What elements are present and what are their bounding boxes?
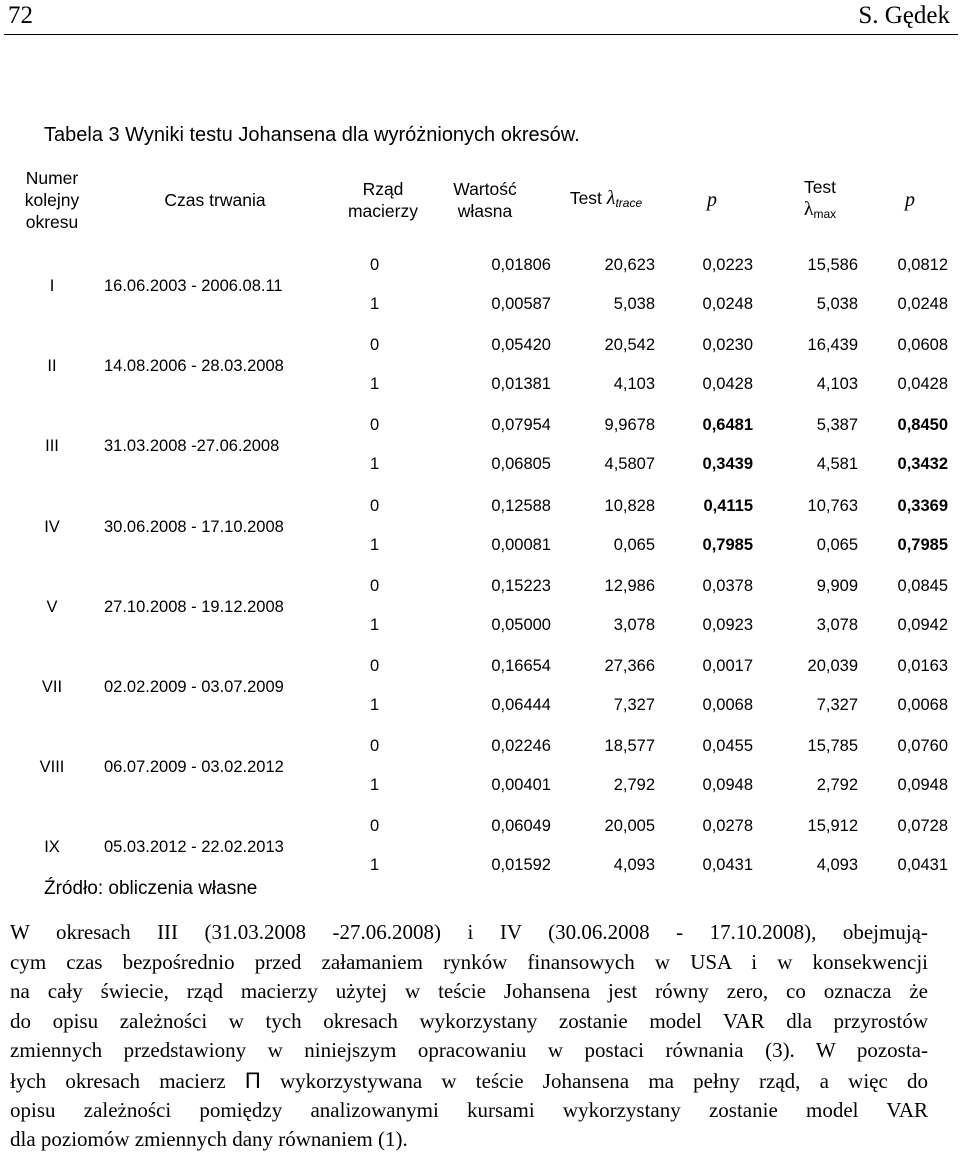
table-cell-p2: 0,0248 bbox=[897, 295, 948, 313]
table-cell-trace: 5,038 bbox=[613, 295, 655, 313]
period-number: VIII bbox=[39, 758, 65, 776]
table-cell-trace: 12,986 bbox=[604, 577, 655, 595]
table-cell-eig: 0,06805 bbox=[491, 455, 551, 473]
table-cell-rank: 0 bbox=[370, 817, 380, 835]
table-cell-eig: 0,15223 bbox=[491, 577, 551, 595]
table-cell-max: 2,792 bbox=[816, 776, 858, 794]
header-wartosc-line1: Wartość bbox=[453, 179, 517, 199]
table-row-group bbox=[10, 408, 960, 488]
table-cell-eig: 0,00587 bbox=[491, 295, 551, 313]
period-duration: 05.03.2012 - 22.02.2013 bbox=[104, 838, 284, 856]
header-numer bbox=[10, 158, 94, 242]
header-numer-line1: Numer bbox=[25, 168, 79, 188]
paragraph-text: łych okresach macierz bbox=[10, 1068, 245, 1093]
paragraph-line: dla poziomów zmiennych dany równaniem (1). bbox=[10, 1127, 408, 1152]
period-number: V bbox=[46, 598, 58, 616]
table-cell-p2: 0,0163 bbox=[897, 657, 948, 675]
table-cell-rank: 0 bbox=[370, 577, 380, 595]
table-cell-p2: 0,0760 bbox=[897, 737, 948, 755]
running-head bbox=[0, 0, 960, 38]
table-cell-rank: 0 bbox=[370, 497, 380, 515]
table-cell-max: 9,909 bbox=[816, 577, 858, 595]
table-cell-p1: 0,0431 bbox=[702, 856, 753, 874]
table-cell-max: 5,387 bbox=[816, 416, 858, 434]
table-row-group bbox=[10, 328, 960, 408]
period-duration: 06.07.2009 - 03.02.2012 bbox=[104, 758, 284, 776]
table-cell-trace: 27,366 bbox=[604, 657, 655, 675]
table-row-group bbox=[10, 489, 960, 569]
table-cell-max: 10,763 bbox=[807, 497, 858, 515]
table-cell-trace: 20,005 bbox=[604, 817, 655, 835]
table-cell-eig: 0,06444 bbox=[491, 696, 551, 714]
table-cell-eig: 0,02246 bbox=[491, 737, 551, 755]
body-paragraph bbox=[10, 918, 928, 1155]
header-max-line1: Test bbox=[803, 176, 837, 197]
paragraph-line: zmiennych przedstawiony w niniejszym opracowaniu w postaci równania (3). W pozosta- bbox=[10, 1038, 928, 1063]
header-max-sub: max bbox=[813, 206, 837, 221]
table-cell-p2: 0,0942 bbox=[897, 616, 948, 634]
table-cell-rank: 1 bbox=[370, 776, 380, 794]
table-cell-p1: 0,7985 bbox=[702, 536, 753, 554]
table-cell-p2: 0,8450 bbox=[897, 416, 948, 434]
table-cell-trace: 2,792 bbox=[613, 776, 655, 794]
table-cell-p1: 0,0948 bbox=[702, 776, 753, 794]
table-cell-p2: 0,0431 bbox=[897, 856, 948, 874]
table-cell-max: 20,039 bbox=[807, 657, 858, 675]
table-cell-rank: 0 bbox=[370, 416, 380, 434]
paragraph-line: na cały świecie, rząd macierzy użytej w teście Johansena jest równy zero, co oznacza że bbox=[10, 979, 928, 1004]
period-number: II bbox=[47, 357, 57, 375]
table-cell-eig: 0,00401 bbox=[491, 776, 551, 794]
period-duration: 16.06.2003 - 2006.08.11 bbox=[104, 277, 283, 295]
table-cell-rank: 1 bbox=[370, 856, 380, 874]
table-cell-trace: 9,9678 bbox=[604, 416, 655, 434]
period-duration: 02.02.2009 - 03.07.2009 bbox=[104, 678, 284, 696]
table-cell-p2: 0,0728 bbox=[897, 817, 948, 835]
table-cell-max: 4,093 bbox=[816, 856, 858, 874]
header-rule bbox=[4, 34, 958, 35]
table-cell-eig: 0,06049 bbox=[491, 817, 551, 835]
period-number: I bbox=[49, 277, 55, 295]
table-cell-p1: 0,4115 bbox=[703, 497, 753, 515]
table-cell-rank: 1 bbox=[370, 295, 380, 313]
table-cell-trace: 20,623 bbox=[604, 256, 655, 274]
table-cell-p1: 0,0017 bbox=[702, 657, 753, 675]
table-cell-eig: 0,01381 bbox=[491, 375, 551, 393]
table-cell-max: 5,038 bbox=[816, 295, 858, 313]
table-row-group bbox=[10, 569, 960, 649]
header-numer-line2: kolejny bbox=[24, 190, 80, 210]
table-cell-trace: 18,577 bbox=[604, 737, 655, 755]
period-duration: 30.06.2008 - 17.10.2008 bbox=[104, 518, 284, 536]
table-cell-p1: 0,6481 bbox=[702, 416, 753, 434]
table-cell-p1: 0,0068 bbox=[702, 696, 753, 714]
header-wartosc-line2: własna bbox=[457, 201, 513, 221]
table-cell-p2: 0,7985 bbox=[897, 536, 948, 554]
lambda-symbol: λ bbox=[803, 197, 814, 220]
period-number: IX bbox=[44, 838, 60, 856]
table-source: Źródło: obliczenia własne bbox=[44, 878, 258, 899]
table-cell-eig: 0,01592 bbox=[491, 856, 551, 874]
table-cell-max: 15,586 bbox=[807, 256, 858, 274]
table-cell-rank: 0 bbox=[370, 256, 380, 274]
table-row-group bbox=[10, 649, 960, 729]
table-cell-max: 0,065 bbox=[816, 536, 858, 554]
table-cell-p1: 0,0278 bbox=[702, 817, 753, 835]
paragraph-line: do opisu zależności w tych okresach wykorzystany zostanie model VAR dla przyrostów bbox=[10, 1008, 928, 1033]
period-duration: 31.03.2008 -27.06.2008 bbox=[104, 437, 280, 455]
table-cell-p2: 0,0608 bbox=[897, 336, 948, 354]
table-cell-rank: 1 bbox=[370, 455, 380, 473]
pi-symbol: Π bbox=[244, 1067, 261, 1093]
table-cell-p2: 0,0948 bbox=[897, 776, 948, 794]
table-cell-p1: 0,0230 bbox=[702, 336, 753, 354]
period-number: IV bbox=[44, 518, 60, 536]
table-cell-p2: 0,0428 bbox=[897, 375, 948, 393]
period-duration: 27.10.2008 - 19.12.2008 bbox=[104, 598, 284, 616]
table-cell-rank: 1 bbox=[370, 536, 380, 554]
table-cell-trace: 7,327 bbox=[613, 696, 655, 714]
table-cell-max: 3,078 bbox=[816, 616, 858, 634]
paragraph-line bbox=[10, 1066, 928, 1096]
table-cell-rank: 0 bbox=[370, 737, 380, 755]
header-p1: p bbox=[707, 189, 717, 211]
table-cell-trace: 3,078 bbox=[613, 616, 655, 634]
table-cell-p2: 0,0068 bbox=[897, 696, 948, 714]
table-cell-p1: 0,0378 bbox=[702, 577, 753, 595]
table-cell-eig: 0,01806 bbox=[491, 256, 551, 274]
period-duration: 14.08.2006 - 28.03.2008 bbox=[104, 357, 284, 375]
header-rzad-line2: macierzy bbox=[347, 201, 418, 221]
table-cell-trace: 0,065 bbox=[613, 536, 655, 554]
table-cell-trace: 10,828 bbox=[604, 497, 655, 515]
table-caption: Tabela 3 Wyniki testu Johansena dla wyróżnionych okresów. bbox=[44, 124, 580, 146]
table-cell-rank: 0 bbox=[370, 336, 380, 354]
table-cell-eig: 0,07954 bbox=[491, 416, 551, 434]
table-cell-trace: 4,093 bbox=[613, 856, 655, 874]
header-trace bbox=[550, 158, 662, 242]
table-cell-max: 4,103 bbox=[816, 375, 858, 393]
paragraph-line: cym czas bezpośrednio przed załamaniem rynków finansowych w USA i w konsekwencji bbox=[10, 949, 928, 974]
table-cell-rank: 1 bbox=[370, 616, 380, 634]
table-row-group bbox=[10, 809, 960, 889]
table-cell-p1: 0,0428 bbox=[702, 375, 753, 393]
header-czas: Czas trwania bbox=[164, 190, 266, 210]
running-head-author: S. Gędek bbox=[858, 2, 950, 29]
header-trace-prefix: Test bbox=[569, 187, 607, 208]
paragraph-line: opisu zależności pomiędzy analizowanymi kursami wykorzystany zostanie model VAR bbox=[10, 1097, 928, 1122]
johansen-results-table bbox=[10, 158, 960, 874]
table-cell-p1: 0,0248 bbox=[702, 295, 753, 313]
header-wartosc bbox=[430, 158, 540, 242]
table-cell-max: 16,439 bbox=[807, 336, 858, 354]
paragraph-text: wykorzystywana w teście Johansena ma pełny rząd, a więc do bbox=[260, 1068, 928, 1093]
table-row-group bbox=[10, 248, 960, 328]
page-number: 72 bbox=[8, 2, 33, 29]
table-cell-p2: 0,3369 bbox=[897, 497, 948, 515]
table-cell-eig: 0,05420 bbox=[491, 336, 551, 354]
table-cell-p1: 0,0223 bbox=[702, 256, 753, 274]
table-cell-max: 4,581 bbox=[816, 455, 858, 473]
table-cell-rank: 0 bbox=[370, 657, 380, 675]
header-rzad-line1: Rząd bbox=[362, 179, 404, 199]
table-cell-max: 15,785 bbox=[807, 737, 858, 755]
table-cell-max: 15,912 bbox=[807, 817, 858, 835]
table-cell-rank: 1 bbox=[370, 375, 380, 393]
table-cell-trace: 4,5807 bbox=[604, 455, 655, 473]
table-cell-p2: 0,3432 bbox=[897, 455, 948, 473]
table-cell-trace: 20,542 bbox=[604, 336, 655, 354]
table-cell-eig: 0,05000 bbox=[491, 616, 551, 634]
period-number: III bbox=[45, 437, 59, 455]
table-cell-p1: 0,0455 bbox=[702, 737, 753, 755]
table-cell-eig: 0,16654 bbox=[491, 657, 551, 675]
header-rzad bbox=[328, 158, 438, 242]
table-cell-p1: 0,0923 bbox=[702, 616, 753, 634]
table-cell-max: 7,327 bbox=[816, 696, 858, 714]
table-cell-p1: 0,3439 bbox=[702, 455, 753, 473]
table-cell-p2: 0,0812 bbox=[897, 256, 948, 274]
table-cell-rank: 1 bbox=[370, 696, 380, 714]
header-trace-sub: trace bbox=[615, 195, 643, 210]
table-cell-trace: 4,103 bbox=[613, 375, 655, 393]
header-numer-line3: okresu bbox=[25, 212, 79, 232]
period-number: VII bbox=[41, 678, 63, 696]
table-cell-eig: 0,00081 bbox=[491, 536, 551, 554]
table-cell-eig: 0,12588 bbox=[491, 497, 551, 515]
table-row-group bbox=[10, 729, 960, 809]
table-cell-p2: 0,0845 bbox=[897, 577, 948, 595]
header-p2: p bbox=[905, 189, 915, 211]
lambda-symbol: λ bbox=[606, 186, 616, 209]
paragraph-line: W okresach III (31.03.2008 -27.06.2008) i IV (30.06.2008 - 17.10.2008), obejmują- bbox=[10, 920, 928, 944]
header-max bbox=[780, 158, 860, 242]
